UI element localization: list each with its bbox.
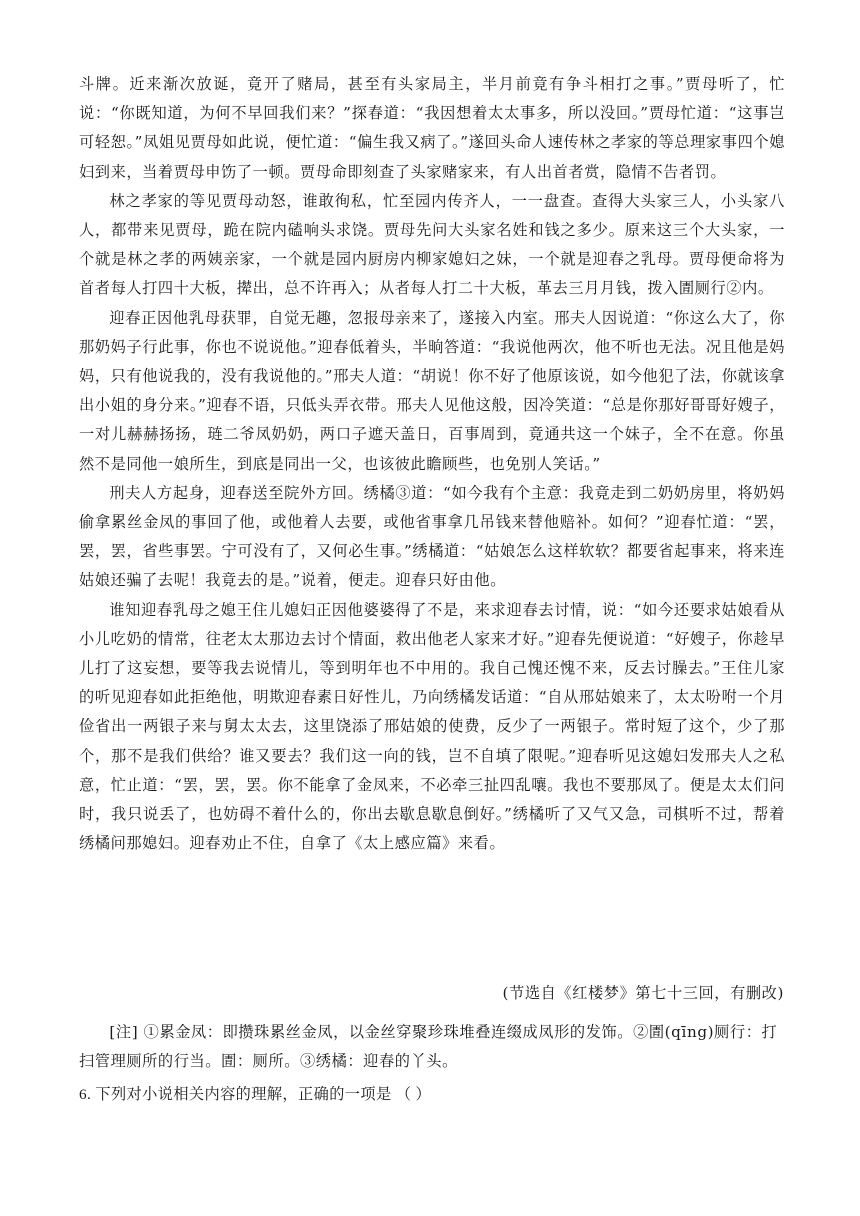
question-6: 6. 下列对小说相关内容的理解，正确的一项是 （ ） [79,1086,432,1103]
passage-body [79,70,785,858]
passage-paragraph-4: 刑夫人方起身，迎春送至院外方回。绣橘③道：“如今我有个主意：我竟走到二奶奶房里，将奶妈偷拿累丝金凤的事回了他，或他着人去要，或他省事拿几吊钱来替他赔补。如何？”迎春忙道：“罢，罢，罢，省些事罢。宁可没有了，又何必生事。”绣橘道：“姑娘怎么这样软软？都要省起事来，将来连姑娘还骗了去呢！我竟去的是。”说着，便走。迎春只好由他。 [79,483,785,590]
passage-paragraph-5: 谁知迎春乳母之媳王住儿媳妇正因他婆婆得了不是，来求迎春去讨情，说：“如今还要求姑娘看从小儿吃奶的情常，往老太太那边去讨个情面，救出他老人家来才好。”迎春先便说道：“好嫂子，你趁早儿打了这妄想，要等我去说情儿，等到明年也不中用的。我自己愧还愧不来，反去讨臊去。”王住儿家的听见迎春如此拒绝他，明欺迎春素日好性儿，乃向绣橘发话道：“自从邢姑娘来了，太太吩咐一个月俭省出一两银子来与舅太太去，这里饶添了邢姑娘的使费，反少了一两银子。常时短了这个，少了那个，那不是我们供给？谁又要去？我们这一向的钱，岂不自填了限呢。”迎春听见这媳妇发邢夫人之私意，忙止道：“罢，罢，罢。你不能拿了金凤来，不必牵三扯四乱嚷。我也不要那凤了。便是太太们问时，我只说丢了，也妨碍不着什么的，你出去歇息歇息倒好。”绣橘听了又气又急，司棋听不过，帮着绣橘问那媳妇。迎春劝止不住，自拿了《太上感应篇》来看。 [79,600,785,853]
passage-notes: [注] ①累金凤：即攒珠累丝金凤，以金丝穿聚珍珠堆叠连缀成凤形的发饰。②圊(qīng)厕行：打扫管理厕所的行当。圊：厕所。③绣橘：迎春的丫头。 [79,1023,778,1071]
passage-paragraph-2: 林之孝家的等见贾母动怒，谁敢徇私，忙至园内传齐人，一一盘查。查得大头家三人，小头家八人，都带来见贾母，跪在院内磕响头求饶。贾母先问大头家名姓和钱之多少。原来这三个大头家，一个就是林之孝的两姨亲家，一个就是园内厨房内柳家媳妇之妹，一个就是迎春之乳母。贾母便命将为首者每人打四十大板，撵出，总不许再入；从者每人打二十大板，革去三月月钱，拨入圊厕行②内。 [79,191,785,298]
passage-paragraph-1: 斗牌。近来渐次放诞，竟开了赌局，甚至有头家局主，半月前竟有争斗相打之事。”贾母听了，忙说：“你既知道，为何不早回我们来？”探春道：“我因想着太太事多，所以没回。”贾母忙道：“这事岂可轻恕。”凤姐见贾母如此说，便忙道：“偏生我又病了。”遂回头命人速传林之孝家的等总理家事四个媳妇到来，当着贾母申饬了一顿。贾母命即刻查了头家赌家来，有人出首者赏，隐情不告者罚。 [79,75,785,181]
passage-source: (节选自《红楼梦》第七十三回，有删改) [502,984,784,1002]
passage-paragraph-3: 迎春正因他乳母获罪，自觉无趣，忽报母亲来了，遂接入内室。邢夫人因说道：“你这么大了，你那奶妈子行此事，你也不说说他。”迎春低着头，半晌答道：“我说他两次，他不听也无法。况且他是妈妈，只有他说我的，没有我说他的。”邢夫人道：“胡说！你不好了他原该说，如今他犯了法，你就该拿出小姐的身分来。”迎春不语，只低头弄衣带。邢夫人见他这般，因冷笑道：“总是你那好哥哥好嫂子，一对儿赫赫扬扬，琏二爷凤奶奶，两口子遮天盖日，百事周到，竟通共这一个妹子，全不在意。你虽然不是同他一娘所生，到底是同出一父，也该彼此瞻顾些，也免别人笑话。” [79,308,785,473]
